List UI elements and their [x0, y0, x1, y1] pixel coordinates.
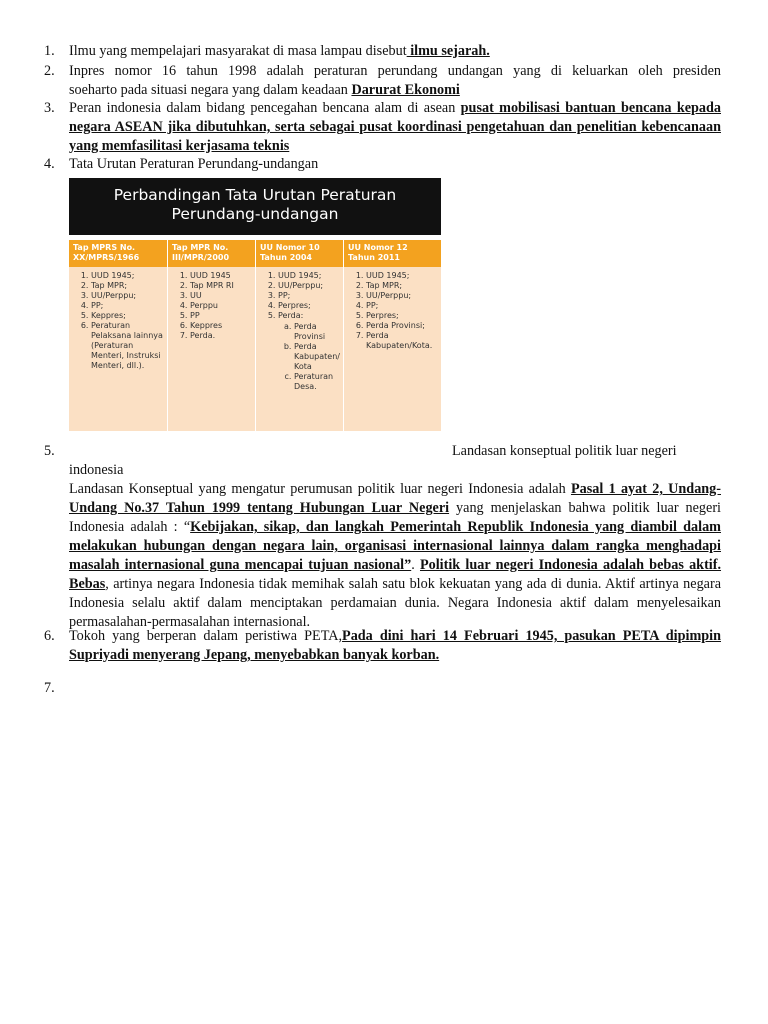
item-title: Landasan konseptual politik luar negeri [452, 443, 677, 459]
sub-entry: c. Peraturan Desa. [294, 372, 343, 392]
list-entry: 4. PP; [91, 301, 167, 311]
question-text: Tokoh yang berperan dalam peristiwa PETA, [69, 628, 343, 644]
column-header-line: Tap MPR No. [172, 243, 229, 252]
list-entry: 1. UUD 1945; [366, 271, 441, 281]
column-uu-12-2011 [344, 240, 441, 431]
column-header-line: XX/MPRS/1966 [73, 253, 140, 262]
list-entry [278, 311, 343, 392]
paragraph-text: yang menjelaskan bahwa politik luar negeri Indonesia adalah : “ [69, 500, 721, 535]
item-text [69, 627, 721, 665]
list-entry: 3. UU [190, 291, 255, 301]
item-text [69, 99, 721, 156]
list-entry: 5. PP [190, 311, 255, 321]
question-text: Peran indonesia dalam bidang pencegahan bencana alam di asean [69, 100, 461, 116]
column-header [69, 240, 167, 267]
column-header-line: III/MPR/2000 [172, 253, 230, 262]
item-number: 3. [44, 100, 55, 116]
list-entry: 7. Perda. [190, 331, 255, 341]
column-list [69, 271, 167, 371]
item-number: 2. [44, 63, 55, 79]
figure-table [69, 240, 441, 431]
column-header-line: Tap MPRS No. [73, 243, 136, 252]
list-entry: 1. UUD 1945 [190, 271, 255, 281]
list-entry: 4. Perpres; [278, 301, 343, 311]
list-entry: 1. UUD 1945; [278, 271, 343, 281]
column-header [344, 240, 441, 267]
answer-text: ilmu sejarah. [406, 43, 490, 59]
column-header-line: UU Nomor 12 [348, 243, 408, 252]
column-list [256, 271, 343, 392]
list-entry: 5. Perpres; [366, 311, 441, 321]
comparison-table-image [69, 178, 441, 431]
column-header-line: UU Nomor 10 [260, 243, 320, 252]
item-number: 5. [44, 443, 55, 459]
list-entry: 4. Perppu [190, 301, 255, 311]
list-entry: 6. Peraturan Pelaksana lainnya (Peraturan Menteri, Instruksi Menteri, dll.). [91, 321, 167, 371]
column-uu-10-2004 [256, 240, 344, 431]
paragraph-emphasis: Pasal 1 ayat 2, Undang-Undang No.37 Tahun 1999 tentang Hubungan Luar Negeri [69, 481, 721, 516]
sub-entry: b. Perda Kabupaten/ Kota [294, 342, 343, 372]
list-entry: 2. Tap MPR; [91, 281, 167, 291]
figure-title-line-1: Perbandingan Tata Urutan Peraturan [113, 186, 397, 204]
column-list [168, 271, 255, 341]
list-entry: 3. PP; [278, 291, 343, 301]
list-entry: 2. Tap MPR; [366, 281, 441, 291]
column-header [256, 240, 343, 267]
item-title-continued: indonesia [69, 462, 124, 478]
list-entry: 1. UUD 1945; [91, 271, 167, 281]
item-paragraph [69, 480, 721, 632]
item-number: 1. [44, 43, 55, 59]
question-text: Ilmu yang mempelajari masyarakat di masa lampau disebut [69, 43, 407, 59]
column-tap-mprs-1966 [69, 240, 168, 431]
question-text-line-2: soeharto pada situasi negara yang dalam keadaan [69, 82, 352, 98]
column-tap-mpr-2000 [168, 240, 256, 431]
item-text [69, 42, 721, 61]
column-header-line: Tahun 2004 [260, 253, 312, 262]
paragraph-emphasis: Kebijakan, sikap, dan langkah Pemerintah Republik Indonesia yang diambil dalam melakukan hubungan dengan negara lain, organisasi internasional lainnya dalam rangka menghadapi masalah internasional guna mencapai tujuan nasional” [69, 519, 721, 573]
item-number: 7. [44, 680, 55, 696]
list-entry: 6. Keppres [190, 321, 255, 331]
list-entry: 4. PP; [366, 301, 441, 311]
answer-text: pusat mobilisasi bantuan bencana kepada negara ASEAN jika dibutuhkan, serta sebagai pusat koordinasi pengetahuan dan penelitian kebencanaan yang memfasilitasi kerjasama teknis [69, 100, 721, 154]
column-list [344, 271, 441, 351]
figure-title [69, 178, 441, 235]
list-entry-text: Perda: [278, 311, 304, 320]
answer-text: Darurat Ekonomi [351, 82, 460, 98]
list-entry: 6. Perda Provinsi; [366, 321, 441, 331]
list-entry: 2. Tap MPR RI [190, 281, 255, 291]
item-text: Tata Urutan Peraturan Perundang-undangan [69, 156, 319, 172]
paragraph-text: Landasan Konseptual yang mengatur perumusan politik luar negeri Indonesia adalah [69, 481, 571, 497]
list-entry: 5. Keppres; [91, 311, 167, 321]
question-text-line-1: Inpres nomor 16 tahun 1998 adalah peraturan perundang undangan yang di keluarkan oleh presiden [69, 63, 721, 79]
list-entry: 2. UU/Perppu; [278, 281, 343, 291]
list-entry: 3. UU/Perppu; [91, 291, 167, 301]
column-header-line: Tahun 2011 [348, 253, 400, 262]
figure-title-line-2: Perundang-undangan [171, 205, 339, 223]
answer-text: Pada dini hari 14 Februari 1945, pasukan PETA dipimpin Supriyadi menyerang Jepang, menyebabkan banyak korban. [69, 628, 721, 663]
paragraph-text: . [411, 557, 420, 573]
item-text [69, 62, 721, 100]
list-entry: 3. UU/Perppu; [366, 291, 441, 301]
item-number: 6. [44, 628, 55, 644]
item-number: 4. [44, 156, 55, 172]
sub-entry: a. Perda Provinsi [294, 322, 343, 342]
list-entry: 7. Perda Kabupaten/Kota. [366, 331, 441, 351]
sub-list [278, 322, 343, 392]
paragraph-emphasis: Politik luar negeri Indonesia adalah bebas aktif. Bebas [69, 557, 722, 592]
column-header [168, 240, 255, 267]
paragraph-text: , artinya negara Indonesia tidak memihak salah satu blok kekuatan yang ada di dunia. Aktif artinya negara Indonesia selalu aktif dalam menciptakan perdamaian dunia. Negara Indonesia aktif dalam menyelesaikan permasalahan-permasalahan internasional. [69, 576, 721, 630]
